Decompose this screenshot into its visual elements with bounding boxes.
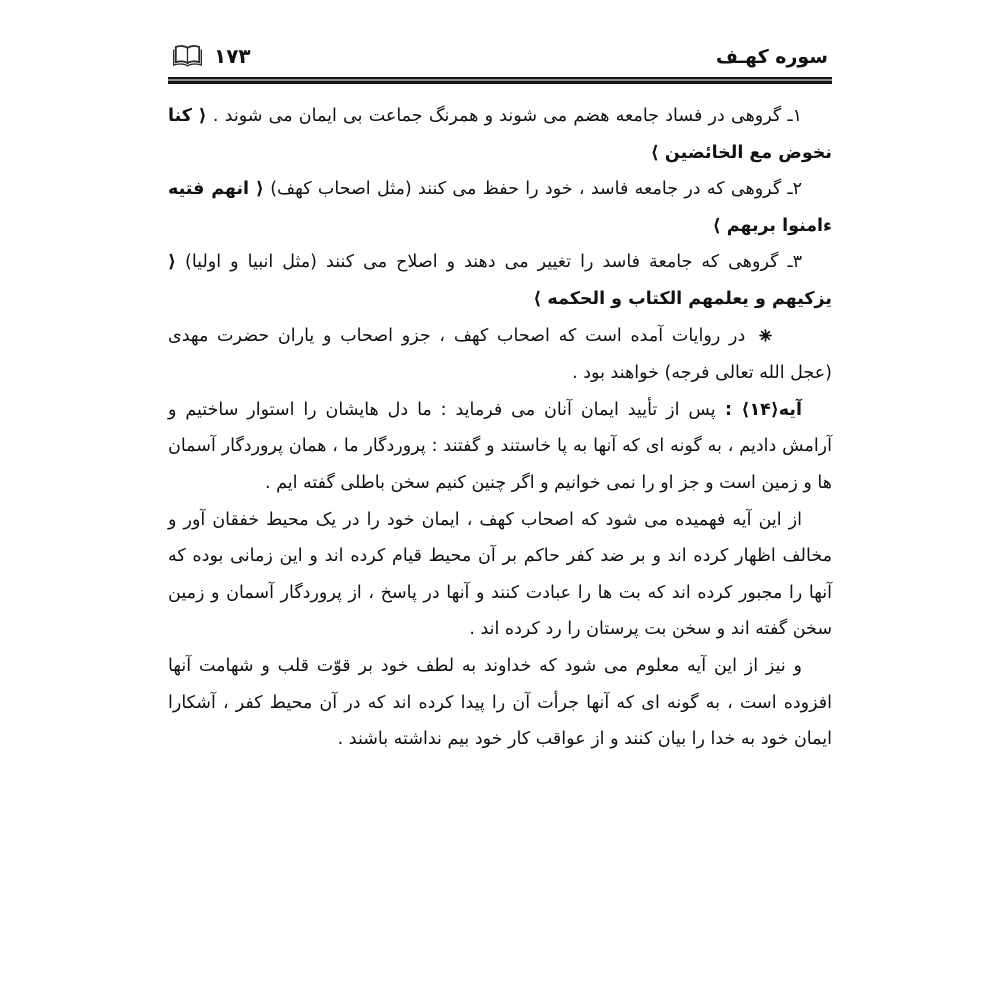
paragraph-narration <box>168 318 832 392</box>
body-text: و نیز از این آیه معلوم می شود که خداوند به لطف خود بر قوّت قلب و شهامت آنها افزوده است ، به گونه ای که آنها جرأت آن را پیدا کرده اند که در آن محیط کفر ، آشکارا ایمان خود به خدا را بیان کنند و از عواقب کار خود بیم نداشته باشند . <box>168 655 832 750</box>
quran-quote-text: آیه⟨۱۴⟩ : <box>715 399 802 420</box>
body-text: در روایات آمده است که اصحاب کهف ، جزو اصحاب و یاران حضرت مهدی (عجل الله تعالی فرجه) خواهند بود . <box>168 325 832 384</box>
header-rule <box>168 77 832 84</box>
paragraph-ayah-14 <box>168 392 832 502</box>
page-number-group <box>172 44 251 68</box>
page-number: ۱۷۳ <box>214 44 251 68</box>
open-book-icon <box>172 44 203 68</box>
quran-quote-text: ⟨ كنا نخوض مع الخائضين ⟩ <box>168 106 832 163</box>
body-text: ۲ـ گروهی که در جامعه فاسد ، خود را حفظ می کنند (مثل اصحاب کهف) <box>263 179 802 200</box>
page-sheet <box>168 44 832 758</box>
page-header <box>168 44 832 77</box>
paragraph-commentary-2 <box>168 648 832 758</box>
paragraph-commentary-1 <box>168 502 832 648</box>
quran-quote-text: ⟨ يزكيهم و يعلمهم الكتاب و الحكمه ⟩ <box>168 252 832 309</box>
paragraph-group-1 <box>168 98 832 171</box>
content <box>168 84 832 758</box>
paragraph-group-2 <box>168 171 832 244</box>
flower-asterisk-icon <box>759 319 802 356</box>
paragraph-group-3 <box>168 244 832 317</box>
quran-quote-text: ⟨ انهم فتيه ءامنوا بربهم ⟩ <box>168 179 832 236</box>
body-text: ۳ـ گروهی که جامعة فاسد را تغییر می دهند و اصلاح می کنند (مثل انبیا و اولیا) <box>176 252 802 273</box>
body-text: از این آیه فهمیده می شود که اصحاب کهف ، ایمان خود را در یک محیط خفقان آور و مخالف اظهار کرده اند و بر ضد کفر حاکم بر آن محیط قیام کرده اند و این زمانی بوده که آنها را مجبور کرده اند که بت ها را عبادت کنند و آنها در پاسخ ، از پروردگار آسمان و زمین سخن گفته اند و سخن بت پرستان را رد کرده اند . <box>168 509 832 640</box>
surah-title: سوره كهـف <box>715 46 828 68</box>
body-text: پس از تأیید ایمان آنان می فرماید : ما دل هایشان را استوار ساختیم و آرامش دادیم ، به گونه ای که آنها به پا خاستند و گفتند : پروردگار ما ، همان پروردگار آسمان ها و زمین است و جز او را نمی خوانیم و اگر چنین کنیم سخن باطلی گفته ایم . <box>168 399 832 493</box>
body-text: ۱ـ گروهی در فساد جامعه هضم می شوند و همرنگ جماعت بی ایمان می شوند . <box>206 106 802 126</box>
